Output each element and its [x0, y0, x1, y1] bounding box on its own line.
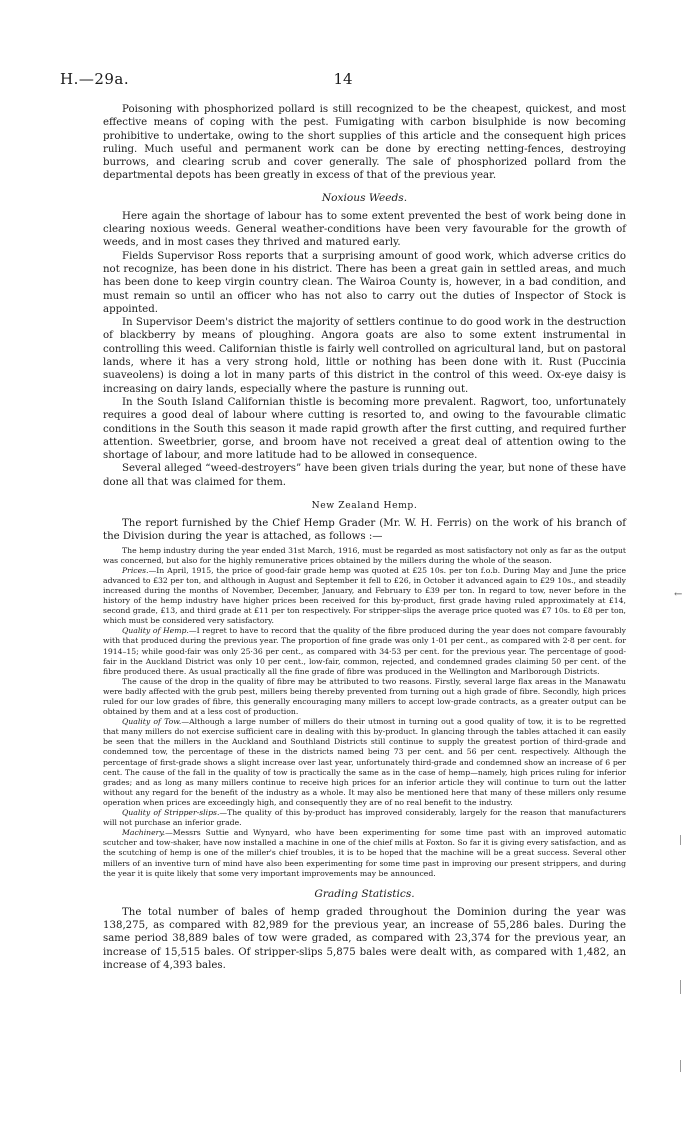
- hemp-intro-paragraph: The report furnished by the Chief Hemp Grader (Mr. W. H. Ferris) on the work of his branch of the Division during the year is attached, as follows :—: [103, 518, 626, 543]
- report-text: —Messrs Suttie and Wynyard, who have been experimenting for some time past with an improved automatic scutcher and tow-shaker, have now installed a machine in one of the chief mills at Foxton. So far it is giving every satisfaction, and as the scutching of hemp is one of the miller's chief troubles, it is to be hoped that the machine will be a great success. Several other millers of an inventive turn of mind have also been experimenting for some time past in improving our present strippers, and during the year it is quite likely that some very important improvements may be announced.: [103, 828, 626, 878]
- report-lead: Prices.: [122, 565, 149, 575]
- report-text: —Although a large number of millers do their utmost in turning out a good quality of tow, it is to be regretted that many millers do not exercise sufficient care in dealing with this by-product. In glancing through the tables attached it can easily be seen that the millers in the Auckland and Southland Districts still continue to supply the greatest portion of third-grade and condemned tow, the percentage of these in the districts named being 73 per cent. and 56 per cent. respectively. Although the percentage of first-grade shows a slight increase over last year, unfortunately third-grade and condemned show an increase of 6 per cent. The cause of the fall in the quality of tow is practically the same as in the case of hemp—namely, high prices ruling for inferior grades; and as long as many millers continue to receive high prices for an inferior article they will continue to turn out the latter without any regard for the benefit of the industry as a whole. It may also be mentioned here that many of these millers only resume operation when prices are exceedingly high, and consequently they are of no real benefit to the industry.: [103, 717, 626, 807]
- heading-noxious-weeds: Noxious Weeds.: [321, 191, 408, 204]
- report-paragraph: [103, 546, 626, 566]
- report-text: The hemp industry during the year ended 31st March, 1916, must be regarded as most satisfactory not only as far as the output was concerned, but also for the highly remunerative prices obtained by the millers during the whole of the season.: [103, 545, 626, 565]
- page-body: [103, 103, 626, 972]
- margin-arrow-icon: ←: [674, 589, 683, 600]
- hemp-report: [103, 546, 626, 879]
- document-reference: H.—29a.: [60, 70, 130, 88]
- page-number: 14: [333, 70, 353, 88]
- page-header: [60, 70, 626, 90]
- report-text: —The quality of this by-product has improved considerably, largely for the reason that manufacturers will not purchase an inferior grade.: [103, 808, 626, 828]
- report-lead: Quality of Tow.: [122, 717, 182, 727]
- noxious-weeds-section: [103, 210, 626, 489]
- report-lead: Quality of Hemp.: [122, 626, 189, 636]
- report-text: —In April, 1915, the price of good-fair grade hemp was quoted at £25 10s. per ton f.o.b. During May and June the price advanced to £32 per ton, and although in August and September it fell to £26, in October it advanced again to £29 10s., and steadily increased during the months of November, December, January, and February to £39 per ton. In regard to tow, never before in the history of the hemp industry have higher prices been received for this by-product, first grade having ruled approximately at £14, second grade, £13, and third grade at £11 per ton respectively. For stripper-slips the average price quoted was £7 10s. to £8 per ton, which must be considered very satisfactory.: [103, 565, 626, 626]
- heading-grading-statistics: Grading Statistics.: [314, 887, 415, 900]
- noxious-paragraph: In the South Island Californian thistle is becoming more prevalent. Ragwort, too, unfortunately requires a good deal of labour where cutting is resorted to, and owing to the favourable climatic conditions in the South this season it made rapid growth after the first cutting, and required further attention. Sweetbrier, gorse, and broom have not received a great deal of attention owing to the shortage of labour, and more latitude had to be allowed in consequence.: [103, 396, 626, 462]
- report-paragraph: [103, 808, 626, 828]
- report-paragraph: [103, 677, 626, 717]
- noxious-paragraph: Fields Supervisor Ross reports that a surprising amount of good work, which adverse critics do not recognize, has been done in his district. There has been a great gain in settled areas, and much has been done to keep virgin country clean. The Wairoa County is, however, in a bad condition, and must remain so until an officer who has not also to carry out the duties of Inspector of Stock is appointed.: [103, 250, 626, 315]
- report-paragraph: [103, 717, 626, 808]
- report-lead: Machinery.: [122, 828, 166, 838]
- margin-rule: [680, 1060, 681, 1072]
- heading-new-zealand-hemp: New Zealand Hemp.: [311, 500, 418, 512]
- margin-rule: [680, 835, 681, 845]
- report-paragraph: [103, 566, 626, 627]
- report-lead: Quality of Stripper-slips.: [122, 808, 220, 818]
- rabbits-paragraph: Poisoning with phosphorized pollard is still recognized to be the cheapest, quickest, and most effective means of coping with the pest. Fumigating with carbon bisulphide is now becoming prohibitive to undertake, owing to the short supplies of this article and the consequent high prices ruling. Much useful and permanent work can be done by erecting netting-fences, destroying burrows, and clearing scrub and cover generally. The sale of phosphorized pollard from the departmental depots has been greatly in excess of that of the previous year.: [103, 104, 626, 182]
- report-text: —I regret to have to record that the quality of the fibre produced during the year does not compare favourably with that produced during the previous year. The proportion of fine grade was only 1·01 per cent., as compared with 2·8 per cent. for 1914–15; while good-fair was only 25·36 per cent., as compared with 34·53 per cent. for the previous year. The percentage of good-fair in the Auckland District was only 10 per cent., low-fair, common, rejected, and condemned grades claiming 50 per cent. of the fibre produced there. As usual practically all the fine grade of fibre was produced in the Wellington and Marlborough Districts.: [103, 626, 626, 676]
- report-text: The cause of the drop in the quality of fibre may be attributed to two reasons. Firstly, several large flax areas in the Manawatu were badly affected with the grub pest, millers being thereby prevented from turning out a high grade of fibre. Secondly, high prices ruled for our low grades of fibre, this generally encouraging many millers to accept low-grade contracts, as a greater output can be obtained by them and at a less cost of production.: [103, 676, 626, 717]
- report-paragraph: [103, 626, 626, 676]
- report-paragraph: [103, 828, 626, 878]
- noxious-paragraph: Several alleged “weed-destroyers” have been given trials during the year, but none of these have done all that was claimed for them.: [103, 463, 626, 488]
- margin-rule: [680, 980, 681, 994]
- noxious-paragraph: Here again the shortage of labour has to some extent prevented the best of work being done in clearing noxious weeds. General weather-conditions have been very favourable for the growth of weeds, and in most cases they thrived and matured early.: [103, 210, 626, 249]
- noxious-paragraph: In Supervisor Deem's district the majority of settlers continue to do good work in the destruction of blackberry by means of ploughing. Angora goats are also to some extent instrumental in controlling this weed. Californian thistle is fairly well controlled on agricultural land, but on pastoral lands, where it has a very strong hold, little or nothing has been done with it. Rust (Puccinia suaveolens) is doing a lot in many parts of this district in the control of this weed. Ox-eye daisy is increasing on dairy lands, especially where the pasture is running out.: [103, 317, 626, 395]
- grading-paragraph: The total number of bales of hemp graded throughout the Dominion during the year was 138,275, as compared with 82,989 for the previous year, an increase of 55,286 bales. During the same period 38,889 bales of tow were graded, as compared with 23,374 for the previous year, an increase of 15,515 bales. Of stripper-slips 5,875 bales were dealt with, as compared with 1,482, an increase of 4,393 bales.: [103, 906, 626, 971]
